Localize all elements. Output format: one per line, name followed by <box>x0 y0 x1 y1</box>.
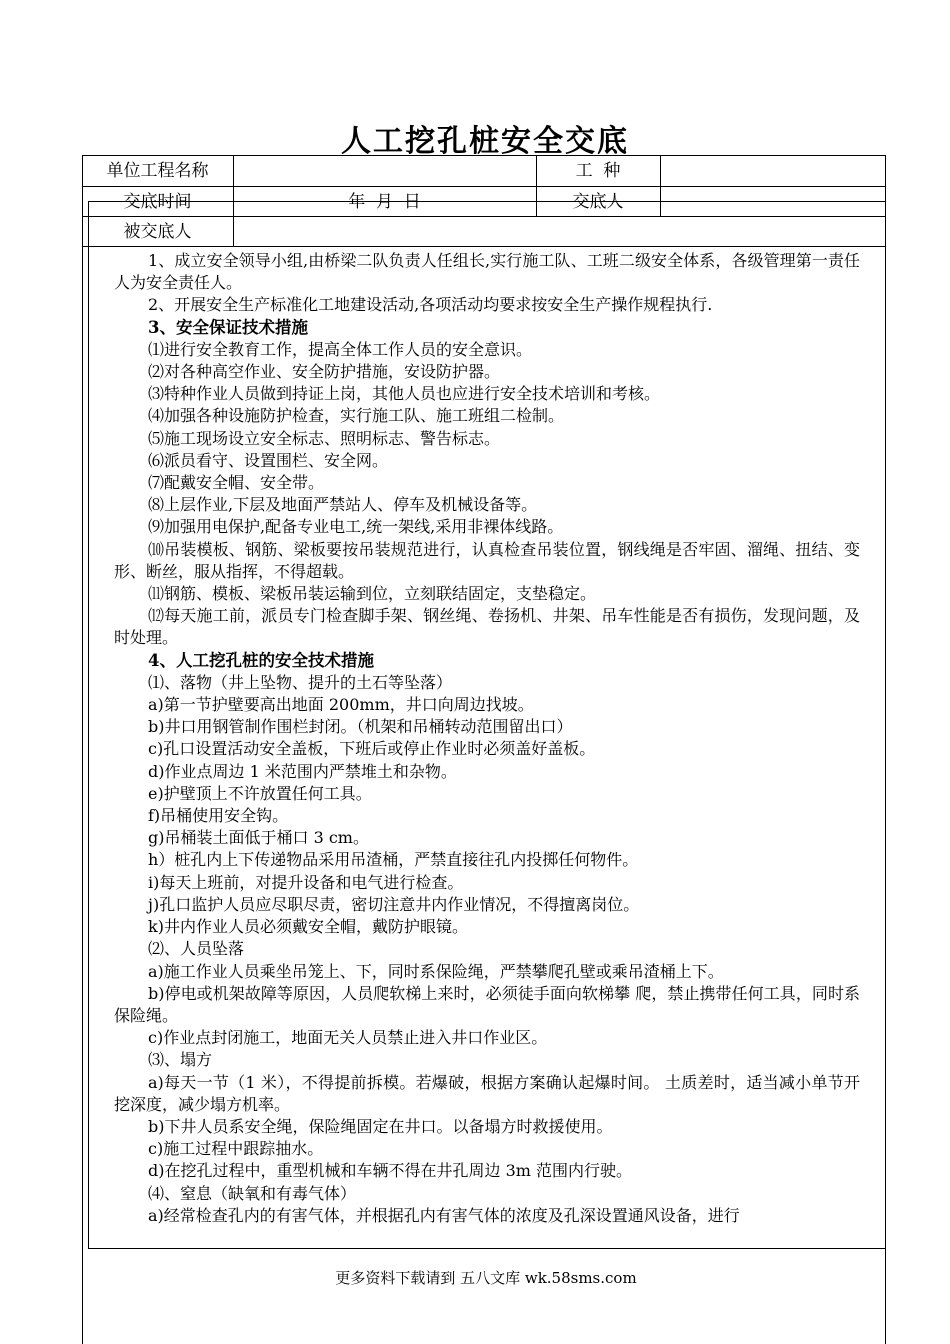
paragraph: ⑽吊装模板、钢筋、梁板要按吊装规范进行，认真检查吊装位置，钢线绳是否牢固、溜绳、扭结、变形、断丝，服从指挥，不得超载。 <box>114 539 860 581</box>
paragraph: a)第一节护壁要高出地面 200mm，井口向周边找坡。 <box>148 695 534 715</box>
paragraph: ⑶特种作业人员做到持证上岗，其他人员也应进行安全技术培训和考核。 <box>148 384 661 404</box>
paragraph: k)井内作业人员必须戴安全帽，戴防护眼镜。 <box>148 917 468 937</box>
paragraph: ⑻上层作业,下层及地面严禁站人、停车及机械设备等。 <box>148 495 538 515</box>
paragraph: ⑵、人员坠落 <box>148 939 245 959</box>
paragraph: c)作业点封闭施工，地面无关人员禁止进入井口作业区。 <box>148 1028 548 1048</box>
document-title: 人工挖孔桩安全交底 <box>341 124 629 159</box>
paragraph: g)吊桶装土面低于桶口 3 cm。 <box>148 828 369 848</box>
paragraph: ⑴进行安全教育工作，提高全体工作人员的安全意识。 <box>148 339 533 359</box>
section-heading: 4、人工挖孔桩的安全技术措施 <box>148 650 374 670</box>
table-line-1 <box>82 186 885 187</box>
paragraph: b)井口用钢管制作围栏封闭。（机架和吊桶转动范围留出口） <box>148 717 573 737</box>
work-type-label: 工 种 <box>575 161 621 181</box>
paragraph: 1、成立安全领导小组,由桥梁二队负责人任组长,实行施工队、工班二级安全体系，各级管理第一责任人为安全责任人。 <box>114 251 860 293</box>
paragraph: a)每天一节（1 米），不得提前拆模。若爆破，根据方案确认起爆时间。 土质差时，适当减小单节开挖深度，减少塌方机率。 <box>114 1072 860 1114</box>
recipient-label: 被交底人 <box>123 222 192 242</box>
paragraph: d)作业点周边 1 米范围内严禁堆土和杂物。 <box>148 761 457 781</box>
paragraph: ⑿每天施工前，派员专门检查脚手架、钢丝绳、卷扬机、井架、吊车性能是否有损伤，发现问题，及时处理。 <box>114 606 860 648</box>
paragraph: ⑷加强各种设施防护检查，实行施工队、施工班组二检制。 <box>148 406 565 426</box>
date-value[interactable]: 年 月 日 <box>348 192 421 212</box>
discloser-label: 交底人 <box>572 192 624 212</box>
footer-download-note: 更多资料下载请到 五八文库 wk.58sms.com <box>335 1269 637 1287</box>
paragraph: ⑵对各种高空作业、安全防护措施，安设防护器。 <box>148 362 501 382</box>
paragraph: ⑺配戴安全帽、安全带。 <box>148 473 325 493</box>
paragraph: h）桩孔内上下传递物品采用吊渣桶，严禁直接往孔内投掷任何物件。 <box>148 850 639 870</box>
table-line-2 <box>82 216 885 217</box>
table-col-line-3 <box>660 155 661 216</box>
paragraph: ⑶、塌方 <box>148 1050 213 1070</box>
paragraph: ⑴、落物（井上坠物、提升的土石等坠落） <box>148 672 453 692</box>
paragraph: ⑾钢筋、模板、梁板吊装运输到位，立刻联结固定，支垫稳定。 <box>148 584 597 604</box>
paragraph: a)施工作业人员乘坐吊笼上、下，同时系保险绳，严禁攀爬孔壁或乘吊渣桶上下。 <box>148 961 724 981</box>
section-heading: 3、安全保证技术措施 <box>148 317 308 337</box>
paragraph: b)停电或机架故障等原因，人员爬软梯上来时，必须徒手面向软梯攀 爬，禁止携带任何工具，同时系保险绳。 <box>114 983 860 1025</box>
paragraph: b)下井人员系安全绳，保险绳固定在井口。以备塌方时救援使用。 <box>148 1116 613 1136</box>
unit-project-label: 单位工程名称 <box>106 161 209 181</box>
paragraph: f)吊桶使用安全钩。 <box>148 806 289 826</box>
paragraph: a)经常检查孔内的有害气体，并根据孔内有害气体的浓度及孔深设置通风设备，进行 <box>148 1205 740 1225</box>
safety-content <box>114 250 860 1227</box>
date-label: 交底时间 <box>123 192 192 212</box>
paragraph: j)孔口监护人员应尽职尽责，密切注意井内作业情况，不得擅离岗位。 <box>148 894 640 914</box>
paragraph: 2、开展安全生产标准化工地建设活动,各项活动均要求按安全生产操作规程执行. <box>148 295 713 315</box>
paragraph: c)孔口设置活动安全盖板，下班后或停止作业时必须盖好盖板。 <box>148 739 596 759</box>
paragraph: ⑸施工现场设立安全标志、照明标志、警告标志。 <box>148 428 501 448</box>
paragraph: e)护壁顶上不许放置任何工具。 <box>148 783 372 803</box>
table-line-3 <box>82 246 885 247</box>
paragraph: i)每天上班前，对提升设备和电气进行检查。 <box>148 872 464 892</box>
paragraph: ⑼加强用电保护,配备专业电工,统一架线,采用非裸体线路。 <box>148 517 564 537</box>
paragraph: ⑹派员看守、设置围栏、安全网。 <box>148 450 389 470</box>
paragraph: d)在挖孔过程中，重型机械和车辆不得在井孔周边 3m 范围内行驶。 <box>148 1161 633 1181</box>
paragraph: ⑷、窒息（缺氧和有毒气体） <box>148 1183 357 1203</box>
paragraph: c)施工过程中跟踪抽水。 <box>148 1139 324 1159</box>
